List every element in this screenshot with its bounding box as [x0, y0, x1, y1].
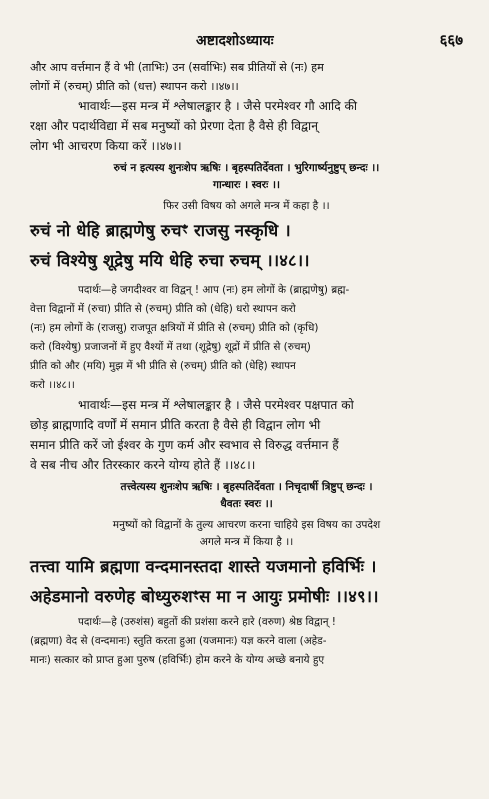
mantra-line: रुचं नो धेहि ब्राह्मणेषु रुचꣳ राजसु नस्कृधि । [30, 221, 291, 240]
text-line: भावार्थः—इस मन्त्र में श्लेषालङ्कार है । जैसे परमेश्वर पक्षपात को [78, 398, 354, 412]
bhavartha-47 [30, 96, 463, 156]
chapter-title: अष्टादशोऽध्यायः [196, 33, 274, 49]
svara-line: गान्धारः । स्वरः ।। [213, 179, 280, 191]
mantra-intro: फिर उसी विषय को अगले मन्त्र में कहा है ।। [163, 200, 330, 212]
padartha-49 [30, 613, 463, 670]
mantra-intro: मनुष्यों को विद्वानों के तुल्य आचरण करना चाहिये इस विषय का उपदेश [112, 519, 381, 531]
text-line: पदार्थः—हे (उरुशंस) बहुतों की प्रशंसा करने हारे (वरुण) श्रेष्ठ विद्वान् ! [78, 616, 336, 628]
text-line: करो ।।४८।। [30, 379, 75, 391]
bhavartha-48 [30, 395, 463, 475]
text-line: करो (विश्येषु) प्रजाजनों में हुए वैश्यों में तथा (शूद्रेषु) शूद्रों में प्रीति से (रुचम्) [30, 341, 311, 353]
mantra-48 [30, 217, 463, 275]
text-line: प्रीति को और (मयि) मुझ में भी प्रीति से (रुचम्) प्रीति को (धेहि) स्थापन [30, 360, 296, 372]
text-line: रक्षा और पदार्थविद्या में सब मनुष्यों को प्रेरणा देता है वैसे ही विद्वान् [30, 119, 318, 133]
mantra-line: तत्त्वा यामि ब्रह्मणा वन्दमानस्तदा शास्ते यजमानो हविर्भिः । [30, 557, 377, 576]
mantra-line: रुचं विश्येषु शूद्रेषु मयि धेहि रुचा रुचम् ।।४८।। [30, 251, 310, 270]
padartha-48 [30, 281, 463, 395]
text-line: (नः) हम लोगों के (राजसु) राजपूत क्षत्रियों में प्रीति से (रुचम्) प्रीति को (कृधि) [30, 322, 319, 334]
text-line: भावार्थः—इस मन्त्र में श्लेषालङ्कार है । जैसे परमेश्वर गौ आदि की [78, 99, 358, 113]
rishi-line: तत्त्वेत्यस्य शुनःशेप ऋषिः । बृहस्पतिर्देवता । निचृदार्षी त्रिष्टुप् छन्दः । [120, 481, 373, 493]
block-continuation [30, 58, 463, 96]
rishi-line: रुचं न इत्यस्य शुनःशेप ऋषिः । बृहस्पतिर्देवता । भुरिगार्ष्यनुष्टुप् छन्दः ।। [113, 162, 380, 174]
mantra-line: अहेडमानो वरुणेह बोध्युरुशꣳस मा न आयुः प्रमोषीः ।।४९।। [30, 587, 379, 606]
text-line: (ब्रह्मणा) वेद से (वन्दमानः) स्तुति करता हुआ (यजमानः) यज्ञ करने वाला (अहेड- [30, 635, 327, 647]
text-line: पदार्थः—हे जगदीश्वर वा विद्वन् ! आप (नः) हम लोगों के (ब्राह्मणेषु) ब्रह्म- [78, 284, 350, 296]
text-line: और आप वर्त्तमान हैं वे भी (ताभिः) उन (सर्वाभिः) सब प्रीतियों से (नः) हम [30, 61, 324, 74]
text-line: मानः) सत्कार को प्राप्त हुआ पुरुष (हविर्भिः) होम करने के योग्य अच्छे बनाये हुए [30, 654, 325, 666]
text-line: समान प्रीति करें जो ईश्वर के गुण कर्म और स्वभाव से विरुद्ध वर्त्तमान हैं [30, 438, 339, 452]
page-header [30, 30, 463, 50]
text-line: वेत्ता विद्वानों में (रुचा) प्रीति से (रुचम्) प्रीति को (धेहि) धरो स्थापन करो [30, 303, 296, 315]
text-line: लोग भी आचरण किया करें ।।४७।। [30, 139, 182, 153]
page-number: ६६७ [439, 31, 463, 49]
mantra-intro: अगले मन्त्र में किया है ।। [199, 536, 294, 548]
svara-line: धैवतः स्वरः ।। [220, 498, 273, 510]
mantra-49 [30, 553, 463, 611]
text-line: वे सब नीच और तिरस्कार करने योग्य होते हैं ।।४८।। [30, 458, 256, 472]
text-line: छोड़ ब्राह्मणादि वर्णों में समान प्रीति करता है वैसे ही विद्वान लोग भी [30, 418, 321, 432]
text-line: लोगों में (रुचम्) प्रीति को (धत्त) स्थापन करो ।।४७।। [30, 80, 239, 93]
